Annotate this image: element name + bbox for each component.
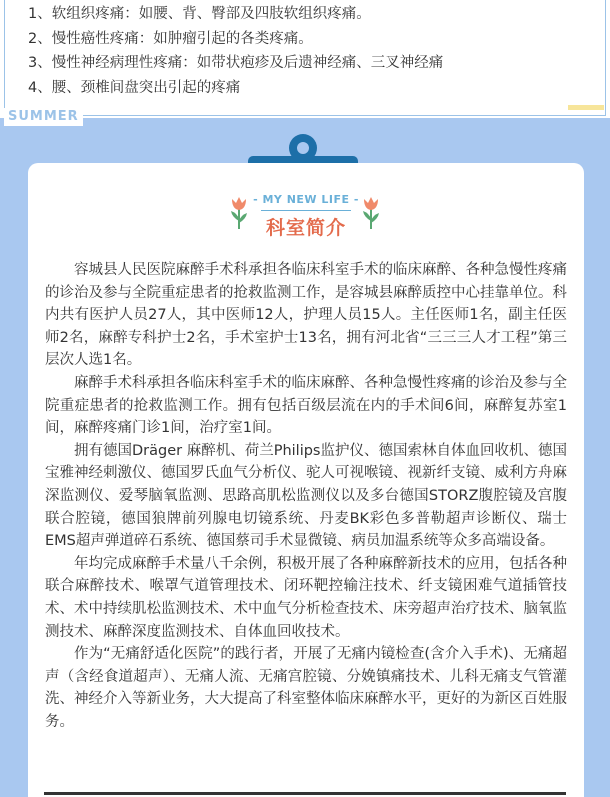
clip-ring-hole <box>297 142 309 154</box>
section-title: 科室简介 <box>265 217 346 239</box>
list-item: 2、慢性癌性疼痛：如肿瘤引起的各类疼痛。 <box>28 30 313 47</box>
bottom-rule <box>44 792 566 795</box>
paragraph: 拥有德国Dräger 麻醉机、荷兰Philips监护仪、德国索林自体血回收机、德国宝雅神经刺激仪、德国罗氏血气分析仪、驼人可视喉镜、视新纤支镜、威利方舟麻深监测仪、爱琴脑氧监测、思路高肌松监测仪以及多台德国STORZ腹腔镜及宫腹联合腔镜，德国狼牌前列腺电切镜系统、丹麦BK彩色多普勒超声诊断仪、瑞士EMS超声弹道碎石系统、德国蔡司手术显微镜、病员加温系统等众多高端设备。 <box>45 442 567 550</box>
department-intro <box>45 259 567 733</box>
summer-label: SUMMER <box>4 108 83 126</box>
paragraph: 容城县人民医院麻醉手术科承担各临床科室手术的临床麻醉、各种急慢性疼痛的诊治及参与全院重症患者的抢救监测工作，是容城县麻醉质控中心挂靠单位。科内共有医护人员27人，其中医师12人，护理人员15人。主任医师1名，副主任医师2名，麻醉专科护士2名，手术室护士13名，拥有河北省“三三三人才工程”第三层次人选1名。 <box>45 262 567 369</box>
decorative-yellow-bar <box>568 105 604 110</box>
main-card <box>28 163 584 797</box>
pain-type-list <box>28 2 588 100</box>
list-item: 1、软组织疼痛：如腰、背、臀部及四肢软组织疼痛。 <box>28 6 371 22</box>
tulip-icon <box>360 195 382 231</box>
paragraph: 作为“无痛舒适化医院”的践行者，开展了无痛内镜检查(含介入手术)、无痛超声（含经食道超声）、无痛人流、无痛宫腔镜、分娩镇痛技术、儿科无痛支气管灌洗、神经介入等新业务，大大提高了科室整体临床麻醉水平，更好的为新区百姓服务。 <box>45 646 567 730</box>
paragraph: 麻醉手术科承担各临床科室手术的临床麻醉、各种急慢性疼痛的诊治及参与全院重症患者的抢救监测工作。拥有包括百级层流在内的手术间6间，麻醉复苏室1间，麻醉疼痛门诊1间，治疗室1间。 <box>45 374 567 437</box>
header-rule <box>261 210 351 211</box>
list-item: 4、腰、颈椎间盘突出引起的疼痛 <box>28 79 241 96</box>
my-new-life-label: - MY NEW LIFE - <box>253 193 359 206</box>
paragraph: 年均完成麻醉手术量八千余例，积极开展了各种麻醉新技术的应用，包括各种联合麻醉技术、喉罩气道管理技术、闭环靶控输注技术、纤支镜困难气道插管技术、术中持续肌松监测技术、术中血气分析检查技术、床旁超声治疗技术、脑氧监测技术、麻醉深度监测技术、自体血回收技术。 <box>45 555 567 640</box>
section-header <box>28 193 584 243</box>
top-card <box>0 0 610 118</box>
list-item: 3、慢性神经病理性疼痛：如带状疱疹及后遗神经痛、三叉神经痛 <box>28 55 444 71</box>
